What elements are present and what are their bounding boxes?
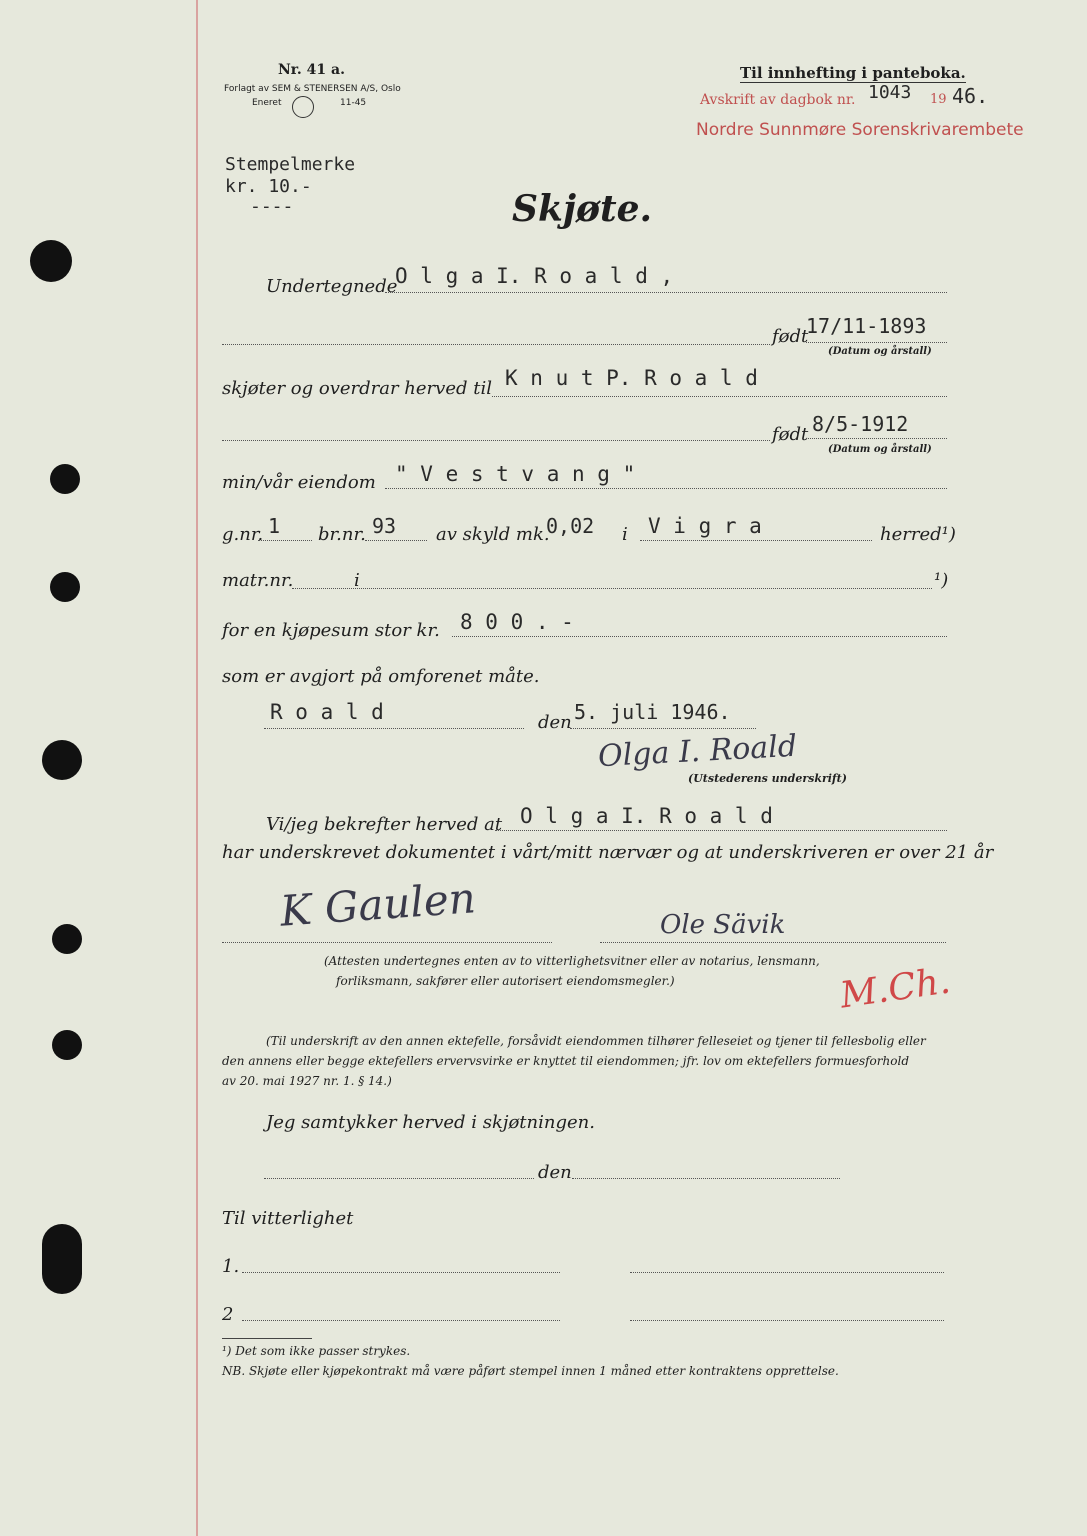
spouse-note-2: den annens eller begge ektefellers ervervsvirke er knyttet til eiendommen; jfr. lov om ektefellers formuesforhold (222, 1054, 909, 1068)
grantee-born-date: 8/5-1912 (812, 412, 909, 436)
dotted-line (630, 1272, 944, 1273)
gnr-value: 1 (268, 514, 281, 538)
dotted-line (292, 588, 932, 589)
journal-number: 1043 (868, 82, 912, 103)
stamp-line-3: ---- (250, 196, 294, 217)
form-number: Nr. 41 a. (278, 62, 345, 78)
punch-hole (30, 240, 72, 282)
punch-hole (50, 464, 80, 494)
property-name: " V e s t v a n g " (395, 462, 636, 486)
municipality-value: V i g r a (648, 514, 762, 538)
grantee-name: K n u t P. R o a l d (505, 366, 758, 390)
dotted-line (242, 1272, 560, 1273)
punch-hole (42, 740, 82, 780)
exclusive-label: Eneret (252, 98, 282, 108)
dotted-line (222, 942, 552, 943)
property-label: min/vår eiendom (222, 472, 376, 493)
grantee-label: skjøter og overdrar herved til (222, 378, 492, 399)
dotted-line (640, 540, 872, 541)
grantor-signature: Olga I. Roald (597, 728, 798, 775)
dotted-line (264, 1178, 534, 1179)
signature-caption: (Utstederens underskrift) (688, 772, 847, 785)
herred-label: herred¹) (880, 524, 956, 545)
settled-text: som er avgjort på omforenet måte. (222, 666, 540, 687)
publisher-line: Forlagt av SEM & STENERSEN A/S, Oslo (224, 84, 401, 94)
registry-heading: Til innhefting i panteboka. (740, 64, 966, 82)
witness-number-1: 1. (222, 1256, 240, 1277)
witness-line-1-label: Vi/jeg bekrefter herved at (266, 814, 503, 835)
red-initials: M.Ch. (837, 960, 953, 1017)
attestation-label: Til vitterlighet (222, 1208, 354, 1229)
dotted-line (572, 1178, 840, 1179)
dotted-line (242, 1320, 560, 1321)
consent-text: Jeg samtykker herved i skjøtningen. (266, 1112, 595, 1133)
dotted-line (452, 636, 947, 637)
gnr-label: g.nr. (222, 524, 264, 545)
price-label: for en kjøpesum stor kr. (222, 620, 440, 641)
stamp-line-1: Stempelmerke (225, 154, 356, 175)
publisher-logo (292, 96, 314, 118)
dotted-line (630, 1320, 944, 1321)
grantor-born-label: født (772, 326, 809, 347)
dotted-line (570, 728, 756, 729)
matr-label: matr.nr. (222, 570, 294, 591)
witness-line-2: har underskrevet dokumentet i vårt/mitt nærvær og at underskriveren er over 21 år (222, 842, 994, 863)
date-code: 11-45 (340, 98, 367, 108)
skyld-value: 0,02 (546, 514, 595, 538)
year-prefix: 19 (930, 92, 947, 107)
grantee-born-label: født (772, 424, 809, 445)
brnr-label: br.nr. (318, 524, 366, 545)
signing-date: 5. juli 1946. (574, 700, 731, 724)
page-title: Skjøte. (512, 188, 653, 230)
dotted-line (264, 728, 524, 729)
dotted-line (600, 942, 946, 943)
dotted-line (222, 440, 770, 441)
footnote-rule (222, 1338, 312, 1339)
office-stamp: Nordre Sunnmøre Sorenskrivarembete (696, 120, 1024, 140)
year-suffix: 46. (952, 84, 989, 108)
dotted-line (492, 396, 947, 397)
footnote-2: NB. Skjøte eller kjøpekontrakt må være påført stempel innen 1 måned etter kontraktens opprettelse. (222, 1364, 839, 1378)
dotted-line (365, 540, 427, 541)
attest-note-2: forliksmann, sakfører eller autorisert eiendomsmegler.) (336, 974, 675, 988)
dotted-line (385, 488, 947, 489)
witness-signature-2: Ole Sävik (660, 910, 786, 940)
i-label: i (622, 524, 628, 545)
stamp-line-2: kr. 10.- (225, 176, 312, 197)
punch-hole (50, 572, 80, 602)
punch-hole (42, 1224, 82, 1294)
grantor-born-date: 17/11-1893 (806, 314, 927, 338)
signing-place: R o a l d (270, 700, 384, 724)
spouse-note-3: av 20. mai 1927 nr. 1. § 14.) (222, 1074, 392, 1088)
dotted-line (222, 344, 770, 345)
margin-line (196, 0, 198, 1536)
witness-subject-name: O l g a I. R o a l d (520, 804, 773, 828)
witness-signature-1: K Gaulen (278, 873, 478, 936)
grantor-label: Undertegnede (266, 276, 398, 297)
matr-note: ¹) (934, 570, 949, 591)
date-caption: (Datum og årstall) (828, 444, 932, 455)
dotted-line (806, 342, 947, 343)
footnote-1: ¹) Det som ikke passer strykes. (222, 1344, 411, 1358)
matr-i-label: i (354, 570, 360, 591)
grantor-name: O l g a I. R o a l d , (395, 264, 674, 288)
spouse-note-1: (Til underskrift av den annen ektefelle, forsåvidt eiendommen tilhører felleseiet og tjener til fellesbolig eller (266, 1034, 926, 1048)
dotted-line (806, 438, 947, 439)
dotted-line (495, 830, 947, 831)
skyld-label: av skyld mk. (436, 524, 550, 545)
journal-label: Avskrift av dagbok nr. (700, 92, 856, 108)
price-amount: 8 0 0 . - (460, 610, 574, 634)
punch-hole (52, 1030, 82, 1060)
signing-den-label: den (538, 712, 572, 733)
punch-hole (52, 924, 82, 954)
date-caption: (Datum og årstall) (828, 346, 932, 357)
attest-note-1: (Attesten undertegnes enten av to vitterlighetsvitner eller av notarius, lensmann, (324, 954, 820, 968)
dotted-line (258, 540, 312, 541)
dotted-line (385, 292, 947, 293)
consent-den-label: den (538, 1162, 572, 1183)
witness-number-2: 2 (222, 1304, 234, 1325)
brnr-value: 93 (372, 514, 397, 538)
